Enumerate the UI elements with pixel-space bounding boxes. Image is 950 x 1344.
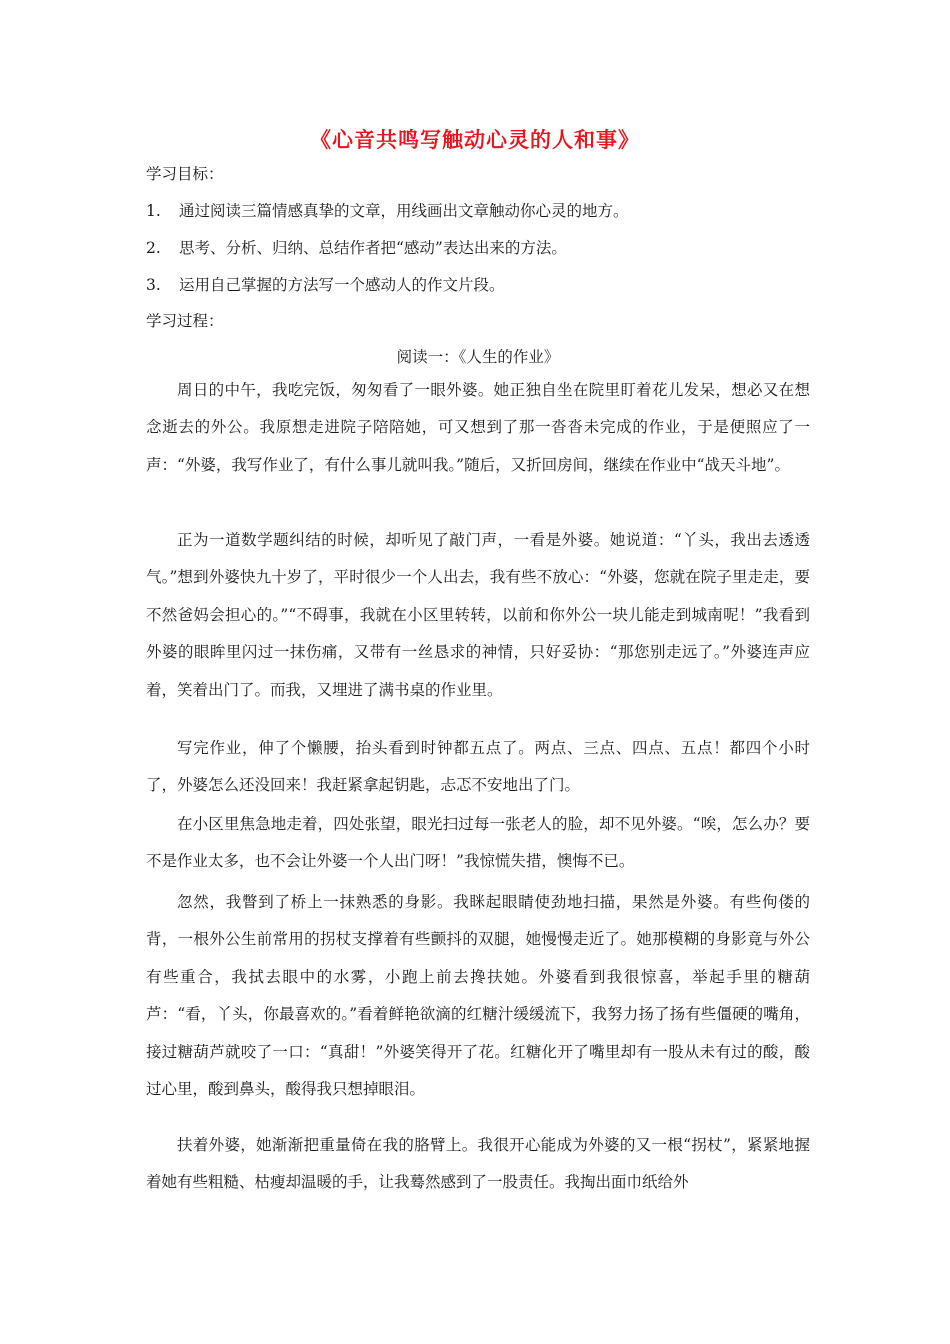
goal-number: 1.: [146, 202, 161, 220]
paragraph: 写完作业，伸了个懒腰，抬头看到时钟都五点了。两点、三点、四点、五点！都四个小时了，外婆怎么还没回来！我赶紧拿起钥匙，忐忑不安地出了门。: [146, 739, 810, 795]
paragraph: 忽然，我瞥到了桥上一抹熟悉的身影。我眯起眼睛使劲地扫描，果然是外婆。有些佝偻的背，一根外公生前常用的拐杖支撑着有些颤抖的双腿，她慢慢走近了。她那模糊的身影竟与外公有些重合，我拭去眼中的水雾，小跑上前去搀扶她。外婆看到我很惊喜，举起手里的糖葫芦：“看，丫头，你最喜欢的。”看着鲜艳欲滴的红糖汁缓缓流下，我努力扬了扬有些僵硬的嘴角，接过糖葫芦就咬了一口：“真甜！”外婆笑得开了花。红糖化开了嘴里却有一股从未有过的酸，酸过心里，酸到鼻头，酸得我只想掉眼泪。: [146, 893, 810, 1099]
paragraph: 扶着外婆，她渐渐把重量倚在我的胳臂上。我很开心能成为外婆的又一根“拐杖”，紧紧地握着她有些粗糙、枯瘦却温暖的手，让我蓦然感到了一股责任。我掏出面巾纸给外: [146, 1136, 810, 1192]
goal-text: 通过阅读三篇情感真挚的文章，用线画出文章触动你心灵的地方。: [179, 202, 629, 220]
goal-item: [146, 236, 567, 258]
goal-item: [146, 273, 505, 295]
process-heading: 学习过程：: [146, 312, 224, 330]
goal-number: 3.: [146, 276, 161, 294]
goal-text: 运用自己掌握的方法写一个感动人的作文片段。: [179, 276, 505, 294]
reading-title: 阅读一：《人生的作业》: [396, 348, 560, 366]
paragraph: 正为一道数学题纠结的时候，却听见了敲门声，一看是外婆。她说道：“丫头，我出去透透气。”想到外婆快九十岁了，平时很少一个人出去，我有些不放心：“外婆，您就在院子里走走，要不然爸妈会担心的。”“不碍事，我就在小区里转转，以前和你外公一块儿能走到城南呢！”我看到外婆的眼眸里闪过一抹伤痛，又带有一丝恳求的神情，只好妥协：“那您别走远了。”外婆连声应着，笑着出门了。而我，又埋进了满书桌的作业里。: [146, 531, 810, 699]
goals-heading: 学习目标：: [146, 165, 224, 183]
paragraph: 周日的中午，我吃完饭，匆匆看了一眼外婆。她正独自坐在院里盯着花儿发呆，想必又在想念逝去的外公。我原想走进院子陪陪她，可又想到了那一沓沓未完成的作业，于是便照应了一声：“外婆，我写作业了，有什么事儿就叫我。”随后，又折回房间，继续在作业中“战天斗地”。: [146, 381, 810, 474]
goal-number: 2.: [146, 239, 161, 257]
paragraph: 在小区里焦急地走着，四处张望，眼光扫过每一张老人的脸，却不见外婆。“唉，怎么办？要不是作业太多，也不会让外婆一个人出门呀！”我惊慌失措，懊悔不已。: [146, 815, 810, 871]
document-title: 《心音共鸣写触动心灵的人和事》: [310, 127, 640, 152]
goal-text: 思考、分析、归纳、总结作者把“感动”表达出来的方法。: [179, 239, 567, 257]
goal-item: [146, 199, 629, 221]
